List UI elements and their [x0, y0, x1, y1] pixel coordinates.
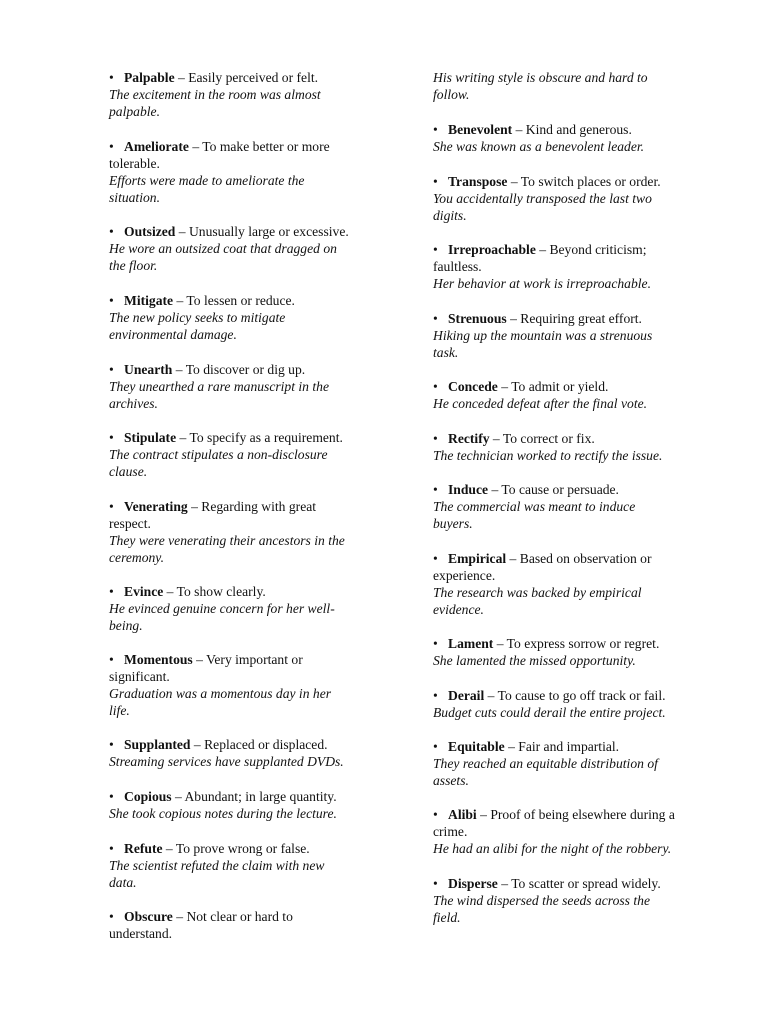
term-line	[433, 635, 723, 652]
example-sentence: Hiking up the mountain was a strenuous	[433, 328, 653, 343]
vocab-term: Unearth	[124, 362, 173, 377]
bullet-icon: •	[433, 636, 438, 651]
bullet-icon: •	[433, 311, 438, 326]
vocab-term: Concede	[448, 379, 498, 394]
bullet-icon: •	[109, 362, 114, 377]
vocab-term: Empirical	[448, 551, 507, 566]
term-line	[109, 498, 399, 515]
vocab-term: Momentous	[124, 652, 193, 667]
vocab-term: Strenuous	[448, 311, 507, 326]
vocab-term: Mitigate	[124, 293, 174, 308]
example-sentence: Graduation was a momentous day in her	[109, 686, 332, 701]
example-sentence: being.	[109, 618, 143, 633]
definition-text: – To prove wrong or false.	[162, 841, 310, 856]
definition-line: experience.	[433, 568, 496, 583]
bullet-icon: •	[433, 688, 438, 703]
example-sentence: You accidentally transposed the last two	[433, 191, 652, 206]
vocab-term: Palpable	[124, 70, 175, 85]
definition-line: significant.	[109, 669, 170, 684]
definition-text: – To admit or yield.	[497, 379, 609, 394]
term-line	[109, 908, 399, 925]
bullet-icon: •	[109, 584, 114, 599]
vocab-term: Equitable	[448, 739, 505, 754]
vocab-term: Outsized	[124, 224, 176, 239]
example-sentence: Streaming services have supplanted DVDs.	[109, 754, 344, 769]
definition-text: – Beyond criticism;	[535, 242, 647, 257]
vocab-entry	[109, 583, 399, 634]
example-sentence: Efforts were made to ameliorate the	[109, 173, 305, 188]
example-sentence: He conceded defeat after the final vote.	[433, 396, 648, 411]
bullet-icon: •	[109, 499, 114, 514]
vocab-term: Ameliorate	[124, 139, 189, 154]
definition-text: – To scatter or spread widely.	[497, 876, 661, 891]
example-sentence: archives.	[109, 396, 158, 411]
vocab-entry	[433, 310, 723, 361]
example-sentence: He evinced genuine concern for her well-	[109, 601, 335, 616]
vocab-entry	[109, 651, 399, 719]
definition-text: – Not clear or hard to	[172, 909, 293, 924]
vocab-term: Irreproachable	[448, 242, 536, 257]
example-sentence: Budget cuts could derail the entire project.	[433, 705, 666, 720]
term-line	[109, 292, 399, 309]
vocab-entry	[109, 736, 399, 770]
definition-text: – To correct or fix.	[489, 431, 595, 446]
bullet-icon: •	[433, 807, 438, 822]
example-sentence: His writing style is obscure and hard to	[433, 70, 648, 85]
definition-text: – To discover or dig up.	[172, 362, 306, 377]
vocab-term: Venerating	[124, 499, 188, 514]
bullet-icon: •	[109, 909, 114, 924]
term-line	[109, 736, 399, 753]
term-line	[109, 788, 399, 805]
vocab-entry	[109, 292, 399, 343]
vocab-entry	[433, 550, 723, 618]
vocab-entry	[109, 788, 399, 822]
example-sentence: Her behavior at work is irreproachable.	[433, 276, 651, 291]
term-line	[109, 69, 399, 86]
example-sentence: the floor.	[109, 258, 158, 273]
vocab-term: Benevolent	[448, 122, 513, 137]
bullet-icon: •	[433, 551, 438, 566]
vocab-entry	[433, 121, 723, 155]
example-sentence: She took copious notes during the lecture.	[109, 806, 337, 821]
vocab-entry	[109, 840, 399, 891]
example-sentence: The commercial was meant to induce	[433, 499, 636, 514]
example-sentence: digits.	[433, 208, 467, 223]
example-sentence: field.	[433, 910, 461, 925]
vocab-term: Refute	[124, 841, 163, 856]
example-sentence: assets.	[433, 773, 469, 788]
bullet-icon: •	[109, 652, 114, 667]
vocab-entry	[433, 481, 723, 532]
vocab-entry	[433, 173, 723, 224]
vocab-entry	[109, 69, 399, 120]
vocab-entry	[433, 378, 723, 412]
example-continuation	[433, 69, 723, 103]
bullet-icon: •	[433, 482, 438, 497]
term-line	[433, 241, 723, 258]
term-line	[433, 875, 723, 892]
term-line	[109, 361, 399, 378]
example-sentence: task.	[433, 345, 459, 360]
bullet-icon: •	[433, 242, 438, 257]
bullet-icon: •	[433, 379, 438, 394]
vocab-term: Disperse	[448, 876, 498, 891]
example-sentence: The technician worked to rectify the issue.	[433, 448, 663, 463]
definition-text: – Very important or	[192, 652, 303, 667]
bullet-icon: •	[433, 122, 438, 137]
example-sentence: The scientist refuted the claim with new	[109, 858, 325, 873]
definition-text: – To make better or more	[188, 139, 330, 154]
vocab-entry	[109, 429, 399, 480]
example-sentence: ceremony.	[109, 550, 164, 565]
example-sentence: life.	[109, 703, 130, 718]
definition-line: understand.	[109, 926, 173, 941]
example-sentence: She was known as a benevolent leader.	[433, 139, 645, 154]
vocab-entry	[433, 738, 723, 789]
definition-line: crime.	[433, 824, 468, 839]
term-line	[109, 138, 399, 155]
term-line	[433, 481, 723, 498]
vocab-term: Stipulate	[124, 430, 177, 445]
example-sentence: The new policy seeks to mitigate	[109, 310, 286, 325]
vocab-entry	[433, 241, 723, 292]
vocab-term: Supplanted	[124, 737, 191, 752]
definition-text: – Abundant; in large quantity.	[171, 789, 337, 804]
vocab-entry	[109, 498, 399, 566]
bullet-icon: •	[433, 174, 438, 189]
definition-text: – Easily perceived or felt.	[174, 70, 319, 85]
bullet-icon: •	[109, 293, 114, 308]
definition-text: – To express sorrow or regret.	[493, 636, 660, 651]
example-sentence: buyers.	[433, 516, 473, 531]
definition-line: respect.	[109, 516, 151, 531]
term-line	[433, 550, 723, 567]
bullet-icon: •	[433, 876, 438, 891]
bullet-icon: •	[433, 431, 438, 446]
definition-text: – Proof of being elsewhere during a	[476, 807, 675, 822]
term-line	[109, 651, 399, 668]
definition-text: – To cause or persuade.	[488, 482, 619, 497]
example-sentence: They were venerating their ancestors in the	[109, 533, 345, 548]
term-line	[109, 223, 399, 240]
definition-text: – Replaced or displaced.	[190, 737, 328, 752]
example-sentence: They unearthed a rare manuscript in the	[109, 379, 329, 394]
bullet-icon: •	[109, 139, 114, 154]
example-sentence: He wore an outsized coat that dragged on	[109, 241, 337, 256]
definition-text: – To switch places or order.	[507, 174, 661, 189]
definition-text: – Unusually large or excessive.	[175, 224, 349, 239]
bullet-icon: •	[109, 430, 114, 445]
term-line	[109, 583, 399, 600]
example-sentence: They reached an equitable distribution of	[433, 756, 658, 771]
vocab-term: Derail	[448, 688, 485, 703]
vocab-entry	[433, 687, 723, 721]
definition-line: tolerable.	[109, 156, 160, 171]
term-line	[433, 378, 723, 395]
example-sentence: The excitement in the room was almost	[109, 87, 321, 102]
vocab-term: Lament	[448, 636, 494, 651]
definition-text: – To specify as a requirement.	[176, 430, 343, 445]
example-sentence: clause.	[109, 464, 148, 479]
definition-text: – Fair and impartial.	[504, 739, 620, 754]
definition-text: – Based on observation or	[506, 551, 652, 566]
term-line	[109, 429, 399, 446]
example-sentence: follow.	[433, 87, 470, 102]
term-line	[433, 806, 723, 823]
example-sentence: data.	[109, 875, 137, 890]
example-sentence: She lamented the missed opportunity.	[433, 653, 636, 668]
term-line	[433, 738, 723, 755]
definition-text: – To show clearly.	[163, 584, 266, 599]
example-sentence: evidence.	[433, 602, 484, 617]
bullet-icon: •	[109, 789, 114, 804]
vocab-entry	[109, 138, 399, 206]
term-line	[433, 687, 723, 704]
vocab-term: Evince	[124, 584, 164, 599]
definition-text: – To cause to go off track or fail.	[484, 688, 666, 703]
definition-text: – Kind and generous.	[512, 122, 632, 137]
bullet-icon: •	[109, 737, 114, 752]
vocab-term: Rectify	[448, 431, 490, 446]
vocab-entry	[433, 875, 723, 926]
vocab-term: Induce	[448, 482, 489, 497]
vocab-entry	[109, 361, 399, 412]
term-line	[433, 173, 723, 190]
vocab-entry	[109, 223, 399, 274]
example-sentence: environmental damage.	[109, 327, 237, 342]
example-sentence: He had an alibi for the night of the robbery.	[433, 841, 672, 856]
vocab-entry	[433, 806, 723, 857]
vocab-entry	[433, 430, 723, 464]
example-sentence: situation.	[109, 190, 160, 205]
vocab-term: Alibi	[448, 807, 477, 822]
vocab-term: Obscure	[124, 909, 173, 924]
definition-line: faultless.	[433, 259, 482, 274]
bullet-icon: •	[109, 224, 114, 239]
vocab-term: Transpose	[448, 174, 508, 189]
term-line	[433, 310, 723, 327]
definition-text: – Regarding with great	[187, 499, 317, 514]
example-sentence: The research was backed by empirical	[433, 585, 642, 600]
bullet-icon: •	[433, 739, 438, 754]
term-line	[433, 430, 723, 447]
vocab-entry	[109, 908, 399, 942]
vocab-term: Copious	[124, 789, 172, 804]
bullet-icon: •	[109, 70, 114, 85]
example-sentence: The wind dispersed the seeds across the	[433, 893, 650, 908]
term-line	[109, 840, 399, 857]
bullet-icon: •	[109, 841, 114, 856]
example-sentence: The contract stipulates a non-disclosure	[109, 447, 328, 462]
example-sentence: palpable.	[109, 104, 160, 119]
definition-text: – To lessen or reduce.	[173, 293, 295, 308]
definition-text: – Requiring great effort.	[506, 311, 642, 326]
term-line	[433, 121, 723, 138]
vocab-entry	[433, 635, 723, 669]
